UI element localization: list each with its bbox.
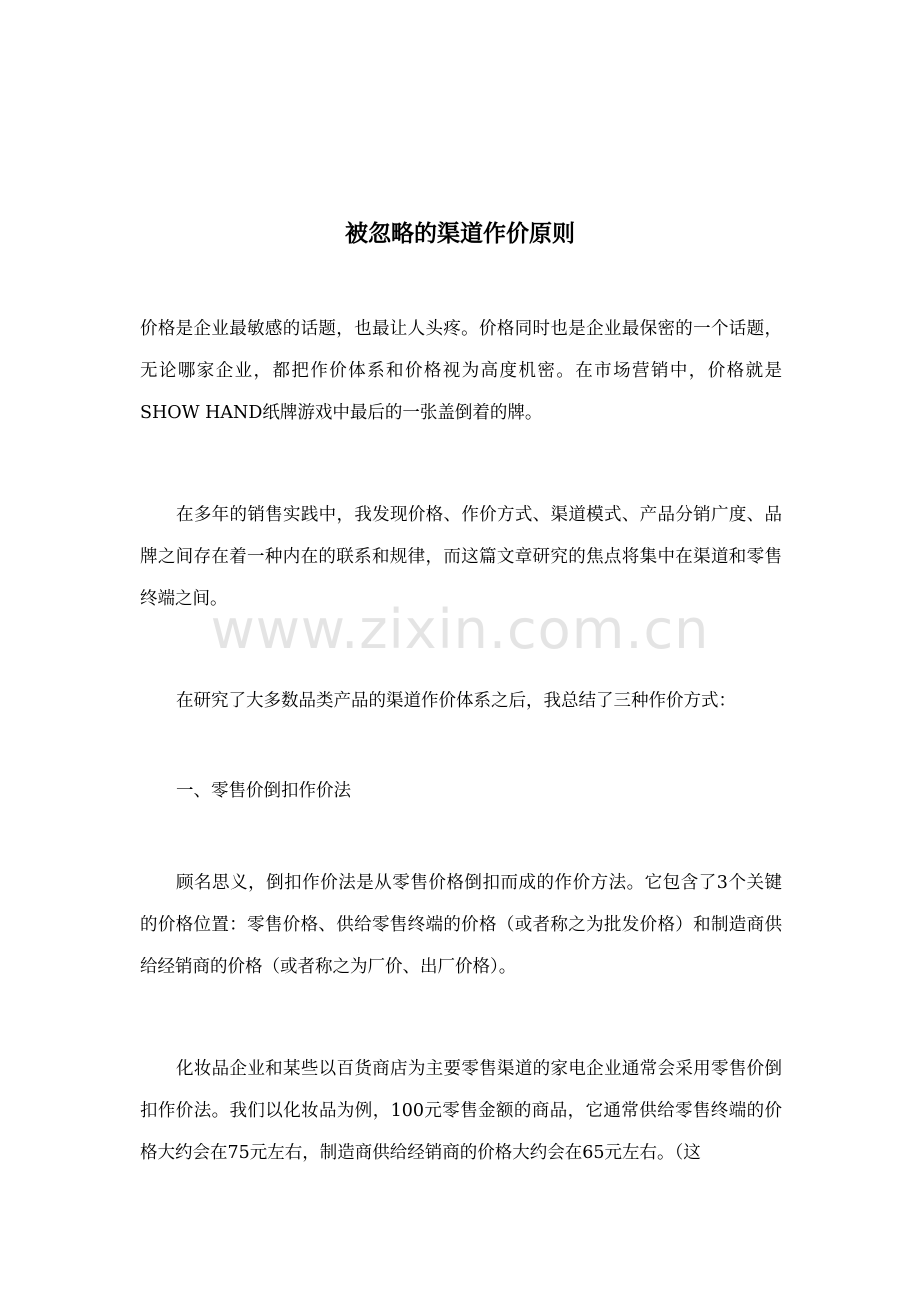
document-title: 被忽略的渠道作价原则 [345, 220, 575, 247]
section-heading-1: 一、零售价倒扣作价法 [176, 781, 351, 801]
paragraph-summary: 在研究了大多数品类产品的渠道作价体系之后，我总结了三种作价方式： [176, 691, 736, 711]
paragraph-cosmetics-example: 化妆品企业和某些以百货商店为主要零售渠道的家电企业通常会采用零售价倒扣作价法。我们以化妆品为例，100元零售金额的商品，它通常供给零售终端的价格大约会在75元左右，制造商供给经销商的价格大约会在65元左右。（这 [140, 1059, 782, 1163]
paragraph-intro: 价格是企业最敏感的话题，也最让人头疼。价格同时也是企业最保密的一个话题，无论哪家企业，都把作价体系和价格视为高度机密。在市场营销中，价格就是SHOW HAND纸牌游戏中最后的一张盖倒着的牌。 [140, 319, 782, 423]
paragraph-practice: 在多年的销售实践中，我发现价格、作价方式、渠道模式、产品分销广度、品牌之间存在着一种内在的联系和规律，而这篇文章研究的焦点将集中在渠道和零售终端之间。 [140, 505, 782, 609]
watermark: www.zixin.com.cn [210, 598, 710, 661]
paragraph-definition: 顾名思义，倒扣作价法是从零售价格倒扣而成的作价方法。它包含了3个关键的价格位置：零售价格、供给零售终端的价格（或者称之为批发价格）和制造商供给经销商的价格（或者称之为厂价、出厂价格）。 [140, 873, 782, 977]
